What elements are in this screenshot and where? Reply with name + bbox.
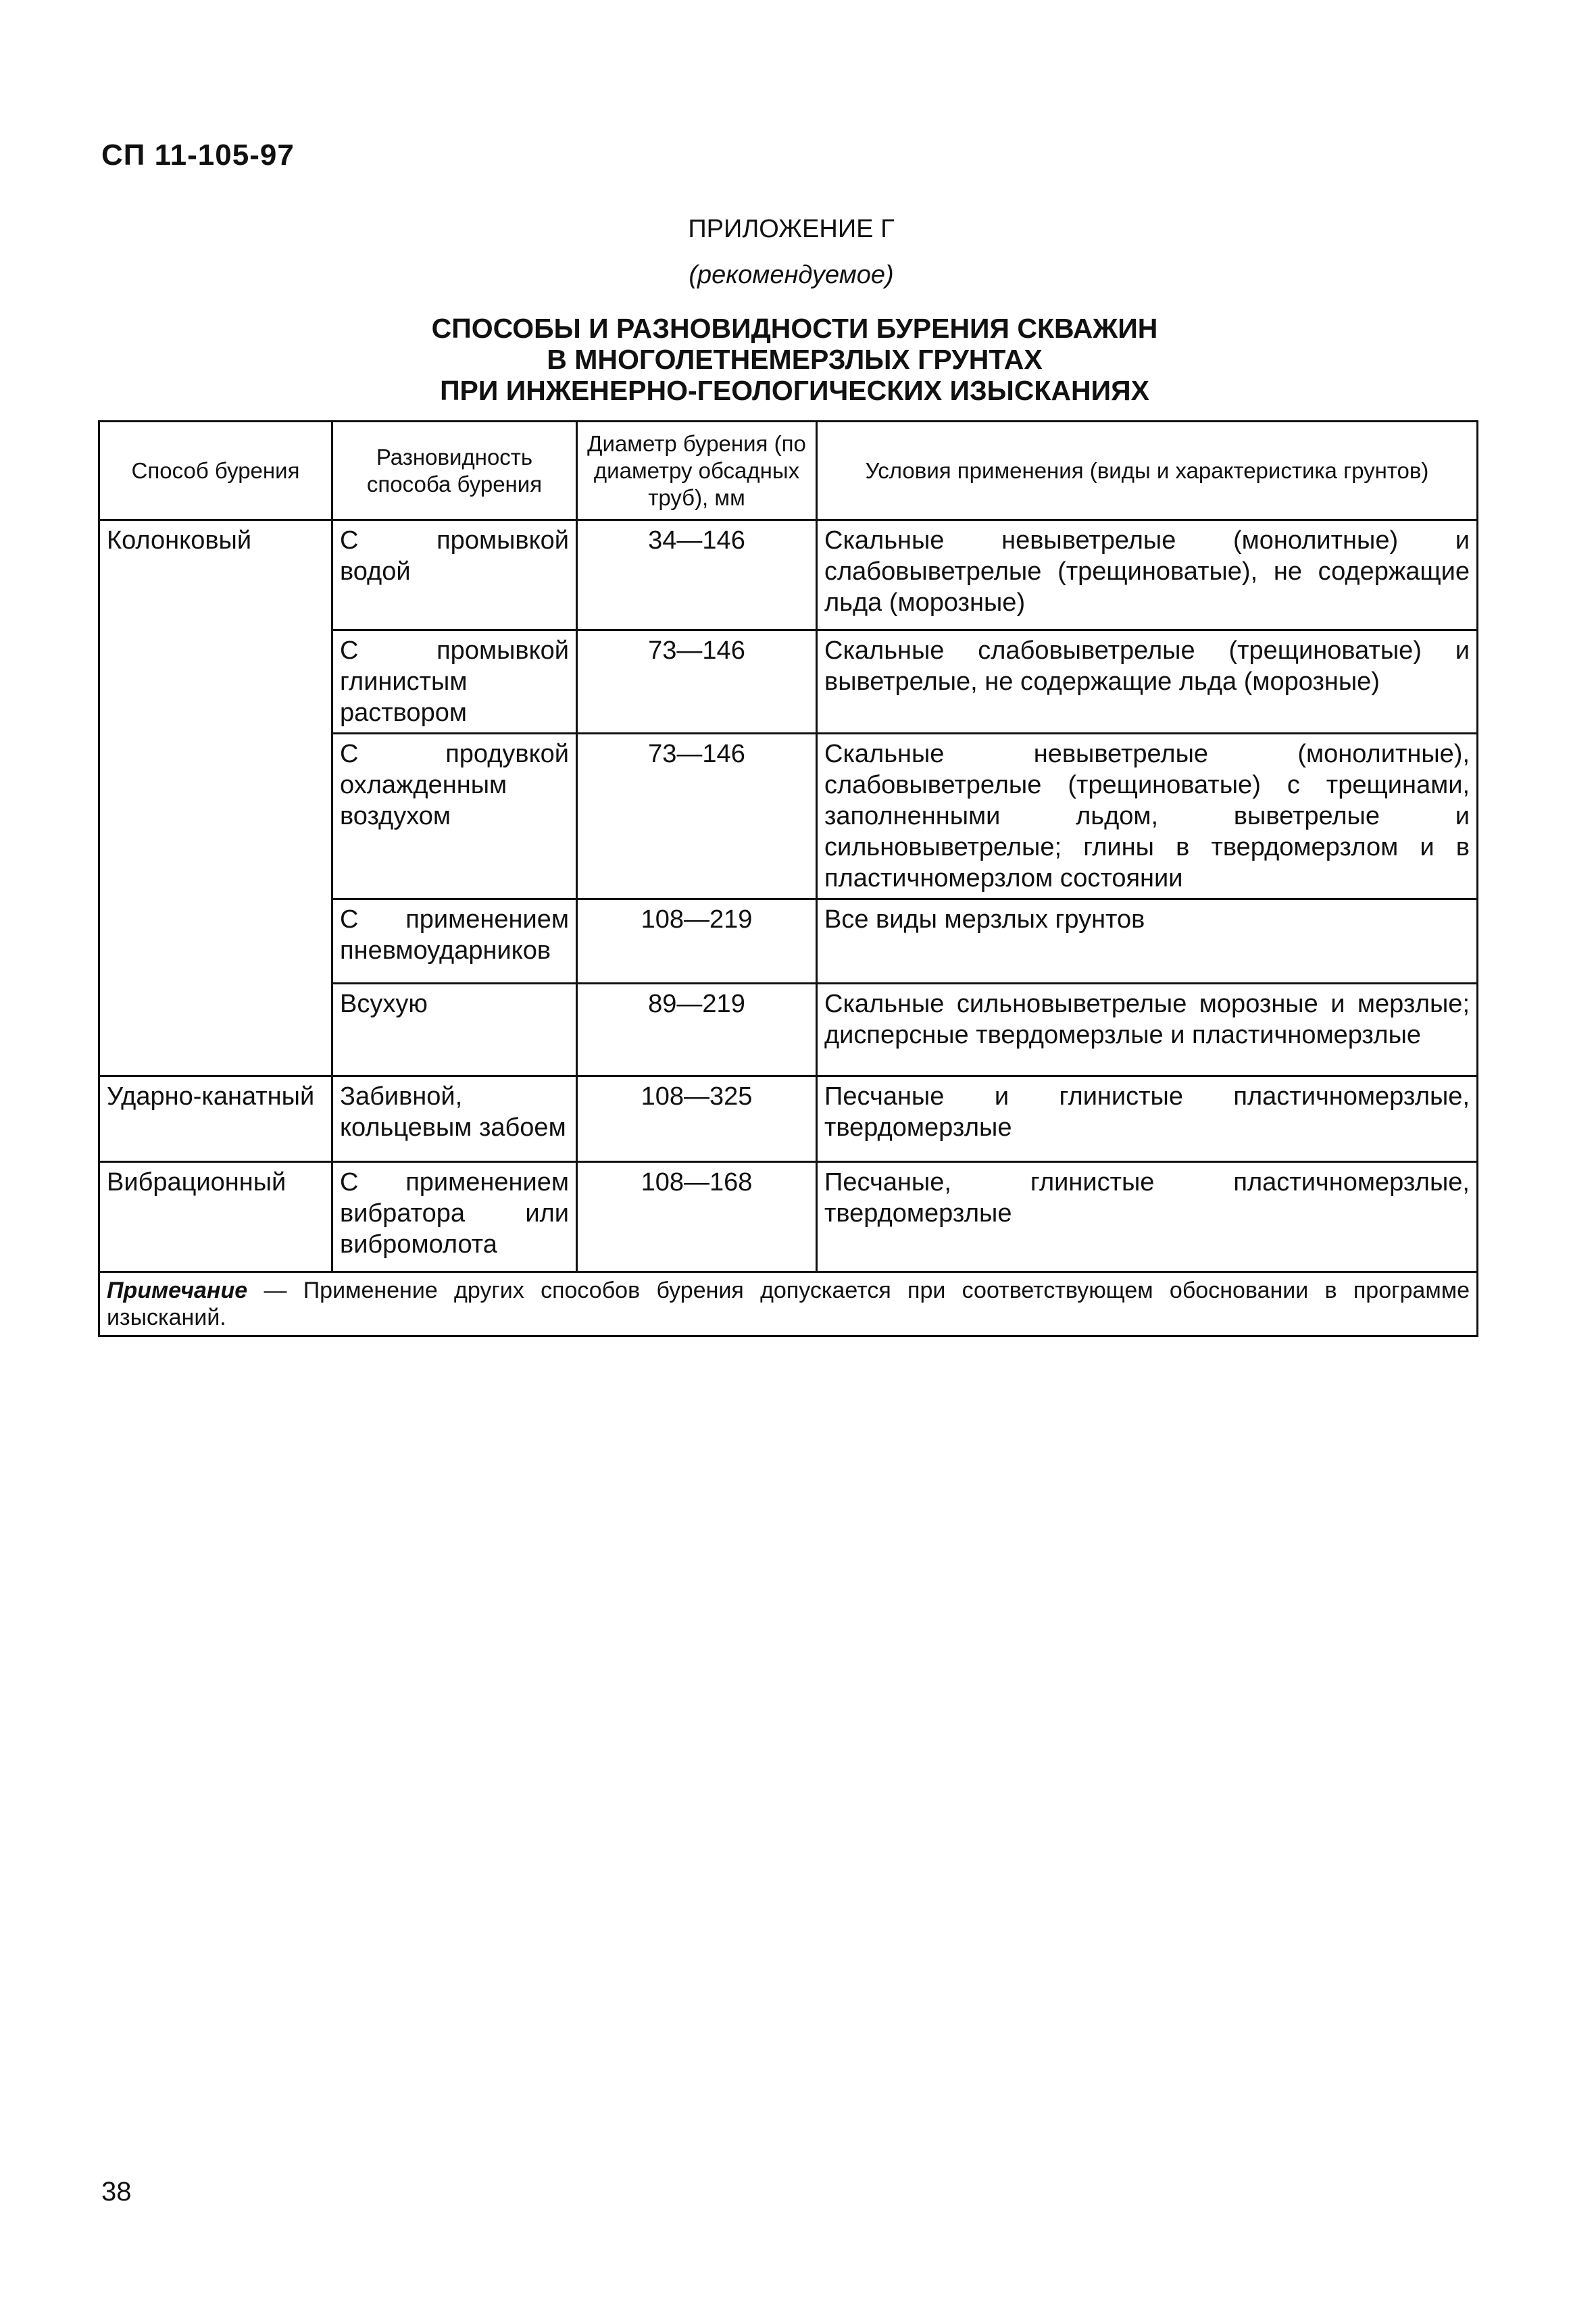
diameter-cell: 34—146: [577, 520, 817, 630]
table-row: [99, 520, 1478, 630]
diameter-cell: 73—146: [577, 630, 817, 734]
table-note-row: [99, 1272, 1478, 1336]
variant-cell: С применением вибратора или вибромолота: [332, 1162, 577, 1272]
method-cell: Вибрационный: [99, 1162, 332, 1272]
title-line: В МНОГОЛЕТНЕМЕРЗЛЫХ ГРУНТАХ: [547, 344, 1043, 375]
page-title: [0, 313, 1596, 406]
conditions-cell: Скальные слабовыветрелые (трещиноватые) и выветрелые, не содержащие льда (морозные): [817, 630, 1478, 734]
table-row: [99, 1162, 1478, 1272]
conditions-cell: Песчаные и глинистые пластичномерзлые, твердомерзлые: [817, 1076, 1478, 1162]
appendix-status: (рекомендуемое): [689, 261, 894, 289]
table-note: [99, 1272, 1478, 1336]
method-cell: Колонковый: [99, 520, 332, 1076]
diameter-cell: 108—325: [577, 1076, 817, 1162]
drilling-methods-table: [98, 420, 1478, 1337]
diameter-cell: 108—219: [577, 899, 817, 984]
variant-cell: С продувкой охлажденным воздухом: [332, 734, 577, 899]
column-header-diameter: Диаметр бурения (по диаметру обсадных труб), мм: [577, 422, 817, 520]
note-label: Примечание: [107, 1278, 248, 1303]
appendix-title: ПРИЛОЖЕНИЕ Г: [688, 215, 895, 243]
variant-cell: С промывкой водой: [332, 520, 577, 630]
column-header-conditions: Условия применения (виды и характеристика грунтов): [817, 422, 1478, 520]
diameter-cell: 108—168: [577, 1162, 817, 1272]
variant-cell: С применением пневмоударников: [332, 899, 577, 984]
conditions-cell: Все виды мерзлых грунтов: [817, 899, 1478, 984]
document-code: СП 11-105-97: [101, 139, 295, 172]
title-line: СПОСОБЫ И РАЗНОВИДНОСТИ БУРЕНИЯ СКВАЖИН: [431, 313, 1158, 344]
page-number: 38: [101, 2177, 132, 2207]
variant-cell: Забивной, кольцевым забоем: [332, 1076, 577, 1162]
conditions-cell: Скальные сильновыветрелые морозные и мерзлые; дисперсные твердомерзлые и пластичномерзлые: [817, 984, 1478, 1076]
conditions-cell: Скальные невыветрелые (монолитные), слабовыветрелые (трещиноватые) с трещинами, заполненными льдом, выветрелые и сильновыветрелые; глины в твердомерзлом и в пластичномерзлом состоянии: [817, 734, 1478, 899]
column-header-method: Способ бурения: [99, 422, 332, 520]
method-cell: Ударно-канатный: [99, 1076, 332, 1162]
table-header-row: [99, 422, 1478, 520]
table-row: [99, 1076, 1478, 1162]
variant-cell: Всухую: [332, 984, 577, 1076]
conditions-cell: Песчаные, глинистые пластичномерзлые, твердомерзлые: [817, 1162, 1478, 1272]
note-text: — Применение других способов бурения допускается при соответствующем обосновании в программе изысканий.: [107, 1278, 1470, 1330]
title-line: ПРИ ИНЖЕНЕРНО-ГЕОЛОГИЧЕСКИХ ИЗЫСКАНИЯХ: [440, 375, 1149, 406]
variant-cell: С промывкой глинистым раствором: [332, 630, 577, 734]
conditions-cell: Скальные невыветрелые (монолитные) и слабовыветрелые (трещиноватые), не содержащие льда (морозные): [817, 520, 1478, 630]
diameter-cell: 89—219: [577, 984, 817, 1076]
diameter-cell: 73—146: [577, 734, 817, 899]
column-header-variant: Разновидность способа бурения: [332, 422, 577, 520]
